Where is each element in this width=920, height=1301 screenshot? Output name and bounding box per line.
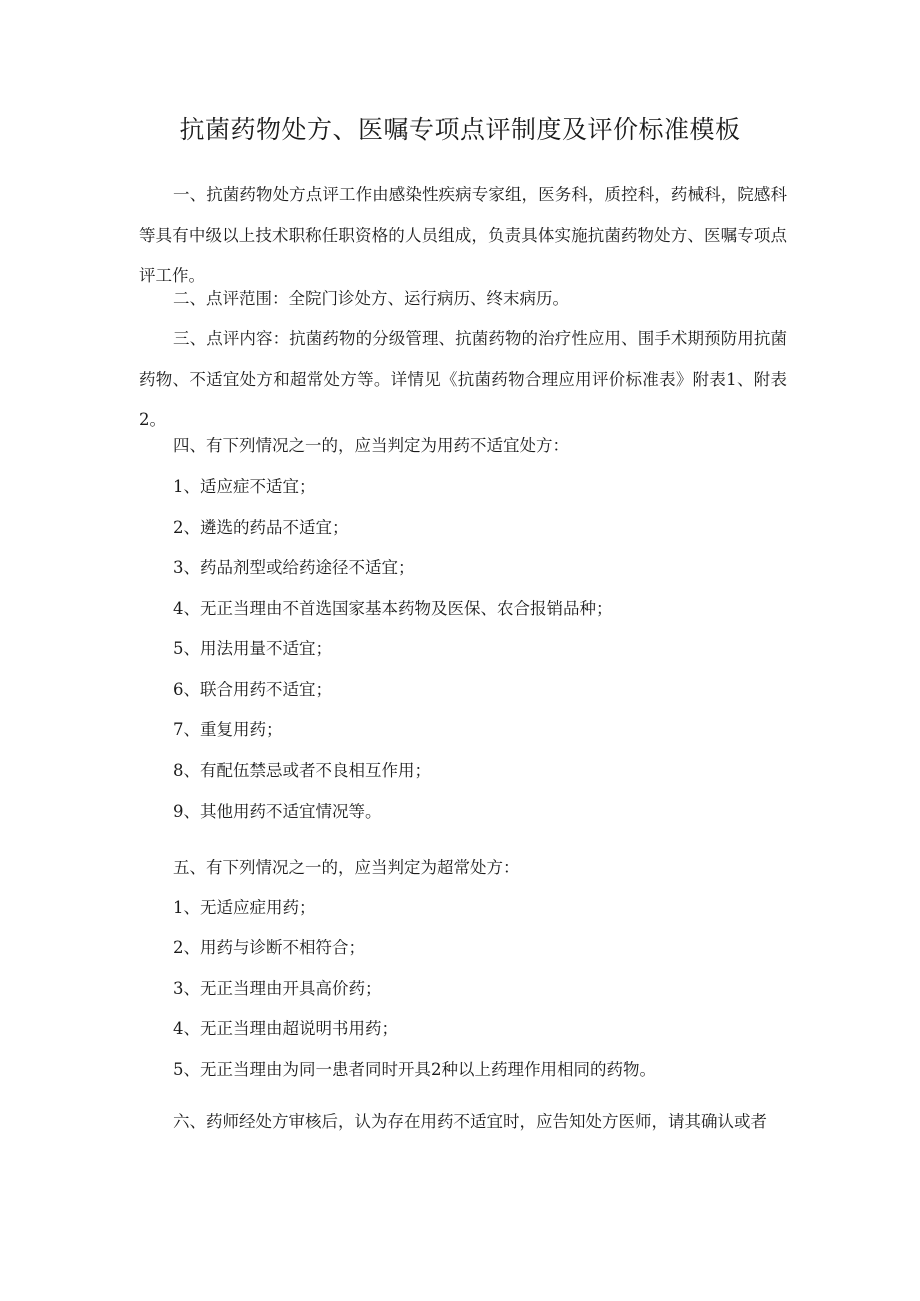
list-item: 2、用药与诊断不相符合； <box>173 938 365 957</box>
list-item: 4、无正当理由不首选国家基本药物及医保、农合报销品种； <box>173 599 613 618</box>
paragraph-5: 五、有下列情况之一的，应当判定为超常处方： <box>173 858 520 877</box>
list-item: 1、适应症不适宜； <box>173 477 316 496</box>
paragraph-3: 三、点评内容：抗菌药物的分级管理、抗菌药物的治疗性应用、围手术期预防用抗菌药物、不适宜处方和超常处方等。详情见《抗菌药物合理应用评价标准表》附表1、附表2。 <box>139 329 787 429</box>
list-item: 9、其他用药不适宜情况等。 <box>173 802 382 821</box>
list-item: 7、重复用药； <box>173 720 283 739</box>
list-item: 3、无正当理由开具高价药； <box>173 979 382 998</box>
list-item: 6、联合用药不适宜； <box>173 680 332 699</box>
list-item: 4、无正当理由超说明书用药； <box>173 1019 398 1038</box>
list-item: 3、药品剂型或给药途径不适宜； <box>173 558 415 577</box>
paragraph-4: 四、有下列情况之一的，应当判定为用药不适宜处方： <box>173 436 569 455</box>
list-item: 5、用法用量不适宜； <box>173 639 332 658</box>
paragraph-6: 六、药师经处方审核后，认为存在用药不适宜时，应告知处方医师，请其确认或者 <box>173 1112 767 1131</box>
paragraph-2: 二、点评范围：全院门诊处方、运行病历、终末病历。 <box>173 289 569 308</box>
list-item: 2、遴选的药品不适宜； <box>173 518 349 537</box>
list-item: 1、无适应症用药； <box>173 898 316 917</box>
list-item: 5、无正当理由为同一患者同时开具2种以上药理作用相同的药物。 <box>173 1060 656 1079</box>
document-title: 抗菌药物处方、医嘱专项点评制度及评价标准模板 <box>179 115 741 144</box>
list-item: 8、有配伍禁忌或者不良相互作用； <box>173 761 431 780</box>
paragraph-1: 一、抗菌药物处方点评工作由感染性疾病专家组，医务科，质控科，药械科，院感科等具有中级以上技术职称任职资格的人员组成，负责具体实施抗菌药物处方、医嘱专项点评工作。 <box>139 185 787 285</box>
